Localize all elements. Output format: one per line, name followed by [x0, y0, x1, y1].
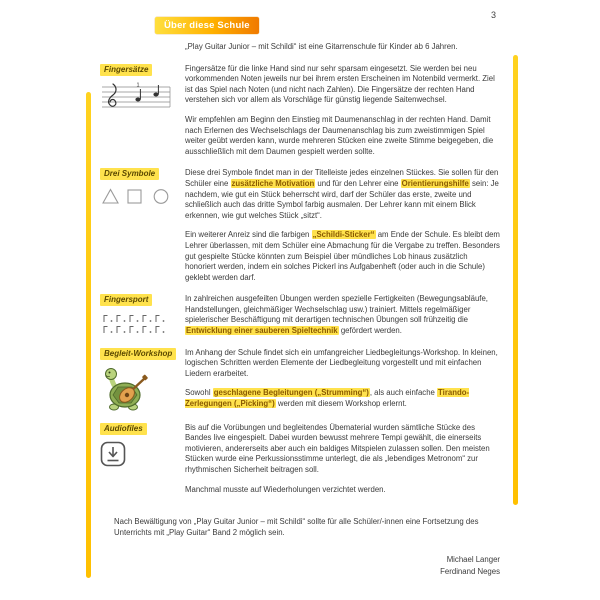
intro-label-spacer	[100, 42, 185, 53]
audiofiles-paragraph-2: Manchmal musste auf Wiederholungen verzichtet werden.	[185, 484, 386, 494]
fingersaetze-paragraph-2: Wir empfehlen am Beginn den Einstieg mit Daumenanschlag in der rechten Hand. Damit nach Erlernen des Wechselschlags der Daumenanschlag bis zum zweistimmigen Spiel weiter geübt werden kann, wurde mehreren Stücken eine zweite Stimme beigegeben, die ausschließlich mit dem Daumen gespielt werden sollte.	[185, 114, 494, 156]
page-edge-left	[86, 92, 91, 578]
section-label-fingersaetze: Fingersätze	[100, 64, 152, 76]
page-title: Über diese Schule	[155, 17, 259, 34]
audio-download-icon	[100, 441, 126, 467]
turtle-mascot-icon	[100, 366, 148, 412]
authors	[100, 554, 500, 577]
begleit-workshop-paragraph-2: Sowohl geschlagene Begleitungen („Strumming“), als auch einfache Tirando-Zerlegungen („Picking“) werden mit diesem Workshop erlernt.	[185, 388, 470, 409]
section-begleit-workshop	[100, 348, 500, 412]
svg-text:1: 1	[136, 82, 140, 89]
section-label-fingersport: Fingersport	[100, 294, 152, 306]
fingersaetze-paragraph-1: Fingersätze für die linke Hand sind nur sehr sparsam eingesetzt. Sie werden bei neu vorkommenden Noten jeweils nur bei ihrem ersten Erscheinen im Notenbild vermerkt. Ziel ist das Spiel nach Noten (und nicht nach Zahlen). Die Fingersätze der rechten Hand verstehen sich vor allem als Vorschläge für günstig liegende Saitenwechsel.	[185, 63, 495, 105]
section-label-drei-symbole: Drei Symbole	[100, 168, 159, 180]
fingersport-paragraph: In zahlreichen ausgefeilten Übungen werden spezielle Fertigkeiten (Bewegungsabläufe, Handstellungen, gleichmäßiger Wechselschlag usw.) trainiert. Mittels regelmäßiger spielerischer Beschäftigung mit derartigen technischen Übungen soll frühzeitig die Entwicklung einer sauberen Spieltechnik gefördert werden.	[185, 294, 488, 336]
drei-symbole-paragraph-1: Diese drei Symbole findet man in der Titelleiste jedes einzelnen Stückes. Sie sollen für den Schüler eine zusätzliche Motivation und für den Lehrer eine Orientierungshilfe sein: Je nachdem, wie gut ein Stück beherrscht wird, darf der Schüler das erste, zweite und schließlich auch das dritte Symbol farbig ausmalen. Der Lehrer kann mit einem Blick erkennen, wie gut welches Stück „sitzt“.	[185, 168, 499, 220]
section-audiofiles	[100, 423, 500, 496]
page-content	[100, 42, 500, 578]
intro-paragraph: „Play Guitar Junior – mit Schildi“ ist eine Gitarrenschule für Kinder ab 6 Jahren.	[185, 42, 458, 51]
finger-exercise-icon	[100, 312, 170, 336]
author-2: Ferdinand Neges	[440, 567, 500, 577]
begleit-workshop-paragraph-1: Im Anhang der Schule findet sich ein umfangreicher Liedbegleitungs-Workshop. In kleinen, logischen Schritten werden Elemente der Liedbegleitung vorgestellt und mit einfachen Liedern erarbeitet.	[185, 347, 498, 378]
closing-block	[114, 517, 500, 538]
audiofiles-paragraph-1: Bis auf die Vorübungen und begleitendes Übematerial wurden sämtliche Stücke des Bandes live eingespielt. Dabei wurden bewusst mehrere Tempi gewählt, die einerseits motivieren, andererseits aber auch ein baldiges Mitspielen zulassen sollen. Den meisten Stücken wurde eine Perkussionsstimme unterlegt, die als „lebendiges Metronom“ zur rhythmischen Sicherheit beitragen soll.	[185, 422, 490, 475]
author-1: Michael Langer	[446, 555, 500, 565]
music-staff-icon	[100, 82, 172, 112]
page-number: 3	[490, 10, 496, 20]
section-fingersaetze	[100, 64, 500, 158]
closing-paragraph: Nach Bewältigung von „Play Guitar Junior – mit Schildi“ sollte für alle Schüler/-innen eine Fortsetzung des Unterrichts mit „Play Guitar“ Band 2 möglich sein.	[114, 517, 479, 537]
section-label-begleit-workshop: Begleit-Workshop	[100, 348, 176, 360]
intro-section	[100, 42, 500, 53]
page-edge-right	[513, 55, 518, 505]
section-drei-symbole	[100, 168, 500, 283]
drei-symbole-paragraph-2: Ein weiterer Anreiz sind die farbigen „Schildi-Sticker“ am Ende der Schule. Es bleibt dem Lehrer überlassen, mit dem Schüler eine Abmachung für die Vergabe zu treffen. Besonders gut gespielte Stücke könnten zum Beispiel über mündliches Lob hinaus zusätzlich honoriert werden, indem ein solches Pickerl ins Aufgabenheft (oder auch in die Schule) geklebt werden darf.	[185, 230, 500, 282]
three-shapes-icon	[100, 186, 174, 206]
section-label-audiofiles: Audiofiles	[100, 423, 147, 435]
section-fingersport	[100, 294, 500, 336]
